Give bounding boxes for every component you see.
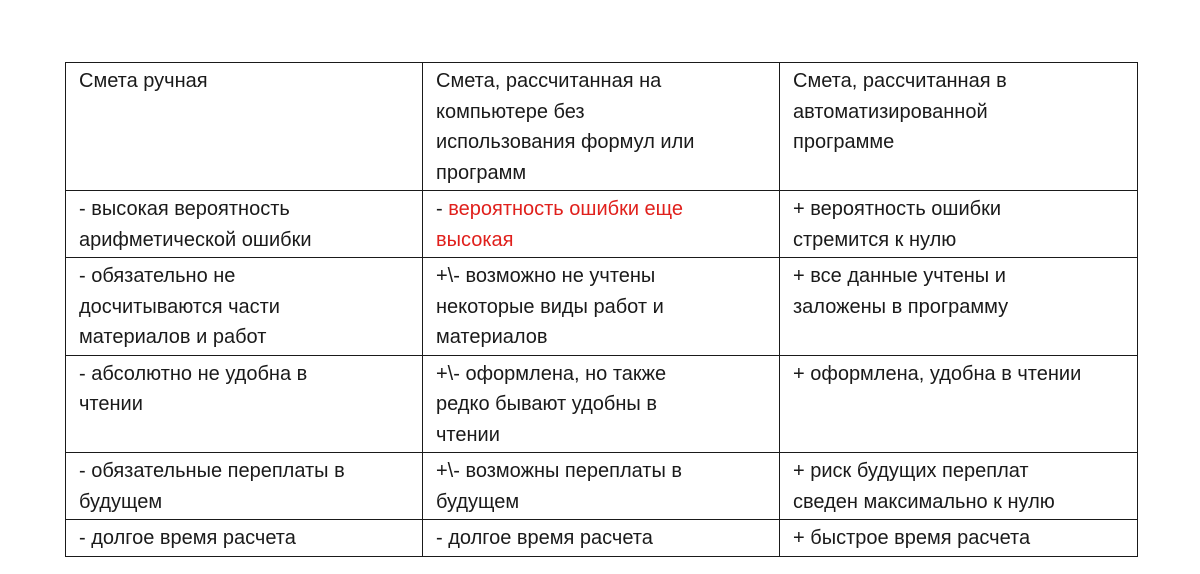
cell-computer: - долгое время расчета [423,520,780,557]
table-row [66,191,1138,258]
cell-program: + все данные учтены и заложены в программу [780,258,1138,356]
cell-program: + быстрое время расчета [780,520,1138,557]
cell-program: + оформлена, удобна в чтении [780,355,1138,453]
table-row [66,258,1138,356]
cell-computer: +\- возможно не учтены некоторые виды работ и материалов [423,258,780,356]
cell-program: + вероятность ошибки стремится к нулю [780,191,1138,258]
cell-computer [423,191,780,258]
table-row [66,520,1138,557]
cell-computer-text: вероятность ошибки еще высокая [436,198,684,251]
cell-manual: - высокая вероятность арифметической ошибки [66,191,423,258]
cell-manual: - обязательно не досчитываются части материалов и работ [66,258,423,356]
cell-program: + риск будущих переплат сведен максимально к нулю [780,453,1138,520]
header-computer: Смета, рассчитанная на компьютере без использования формул или программ [423,63,780,191]
comparison-table [65,62,1138,557]
cell-computer-prefix: - [436,198,449,220]
cell-manual: - долгое время расчета [66,520,423,557]
cell-manual: - абсолютно не удобна в чтении [66,355,423,453]
header-row [66,63,1138,191]
table-row [66,355,1138,453]
cell-computer: +\- оформлена, но также редко бывают удобны в чтении [423,355,780,453]
header-program: Смета, рассчитанная в автоматизированной программе [780,63,1138,191]
table-row [66,453,1138,520]
cell-manual: - обязательные переплаты в будущем [66,453,423,520]
cell-computer: +\- возможны переплаты в будущем [423,453,780,520]
header-manual: Смета ручная [66,63,423,191]
